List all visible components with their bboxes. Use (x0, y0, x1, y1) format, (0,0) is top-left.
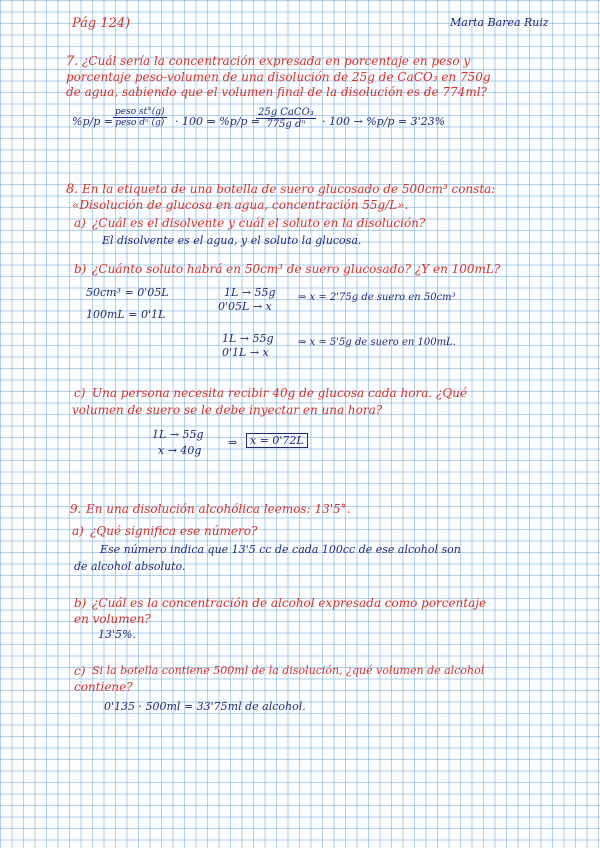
rule-of-three-line: 1L → 55g (222, 332, 274, 345)
answer-text: 0'135 · 500ml = 33'75ml de alcohol. (104, 700, 306, 713)
formula-lhs: %p/p = (72, 115, 113, 128)
subquestion-text: ¿Qué significa ese número? (90, 524, 258, 538)
formula-middle: · 100 ⇒ %p/p = (175, 115, 261, 128)
rule-of-three-line: 0'05L → x (218, 300, 272, 313)
author-name: Marta Barea Ruiz (450, 16, 549, 29)
subquestion-text: en volumen? (74, 612, 151, 626)
result-box: x = 0'72L (246, 433, 308, 448)
question-number: 9. (70, 502, 82, 516)
question-number: 8. (66, 182, 79, 197)
rule-of-three-line: 0'1L → x (222, 346, 269, 359)
answer-text: Ese número indica que 13'5 cc de cada 100cc de ese alcohol son (100, 543, 461, 556)
subquestion-label: a) (72, 524, 84, 538)
fraction-numerator: peso st°(g) (115, 107, 165, 117)
subquestion-text: volumen de suero se le debe inyectar en una hora? (72, 403, 383, 417)
formula-fraction (256, 107, 316, 130)
question-text-line: de agua, sabiendo que el volumen final de la disolución es de 774ml? (66, 85, 487, 99)
subquestion-label: c) (74, 386, 86, 400)
question-text-line: porcentaje peso-volumen de una disolución de 25g de CaCO₃ en 750g (66, 70, 491, 84)
unit-conversion: 50cm³ = 0'05L (86, 286, 169, 299)
subquestion-text: Si la botella contiene 500ml de la disolución, ¿qué volumen de alcohol (92, 664, 485, 677)
subquestion-label: b) (74, 596, 87, 610)
unit-conversion: 100mL = 0'1L (86, 308, 166, 321)
formula-result: · 100 → %p/p = 3'23% (322, 115, 446, 128)
question-text-line: ¿Cuál sería la concentración expresada en porcentaje en peso y (82, 54, 471, 68)
formula-fraction (113, 107, 167, 128)
question-text-line: «Disolución de glucosa en agua, concentración 55g/L». (72, 198, 409, 212)
subquestion-label: c) (74, 664, 86, 678)
answer-text: de alcohol absoluto. (74, 560, 186, 573)
fraction-denominator: 775g dⁿ (266, 119, 306, 130)
answer-text: El disolvente es el agua, y el soluto la glucosa. (102, 234, 362, 247)
subquestion-text: ¿Cuál es la concentración de alcohol expresada como porcentaje (92, 596, 487, 610)
subquestion-text: ¿Cuál es el disolvente y cuál el soluto en la disolución? (92, 216, 426, 230)
fraction-numerator: 25g CaCO₃ (258, 107, 314, 118)
question-number: 7. (66, 54, 79, 69)
implies-arrow: ⇒ (228, 436, 238, 449)
question-text-line: En una disolución alcohólica leemos: 13'5°. (86, 502, 351, 516)
subquestion-text: ¿Cuánto soluto habrá en 50cm³ de suero glucosado? ¿Y en 100mL? (92, 262, 501, 276)
answer-text: 13'5%. (98, 628, 136, 641)
page-label: Pág 124) (72, 16, 131, 31)
question-text-line: En la etiqueta de una botella de suero glucosado de 500cm³ consta: (82, 182, 496, 196)
subquestion-text: Una persona necesita recibir 40g de glucosa cada hora. ¿Qué (92, 386, 468, 400)
subquestion-text: contiene? (74, 680, 133, 694)
fraction-denominator: peso dⁿ (g) (115, 118, 165, 128)
boxed-result (246, 434, 308, 447)
rule-of-three-line: 1L → 55g (224, 286, 276, 299)
rule-of-three-result: ⇒ x = 2'75g de suero en 50cm³ (298, 292, 456, 303)
subquestion-label: b) (74, 262, 87, 276)
rule-of-three-line: 1L → 55g (152, 428, 204, 441)
subquestion-label: a) (74, 216, 86, 230)
rule-of-three-result: ⇒ x = 5'5g de suero en 100mL. (298, 337, 456, 348)
rule-of-three-line: x → 40g (158, 444, 202, 457)
